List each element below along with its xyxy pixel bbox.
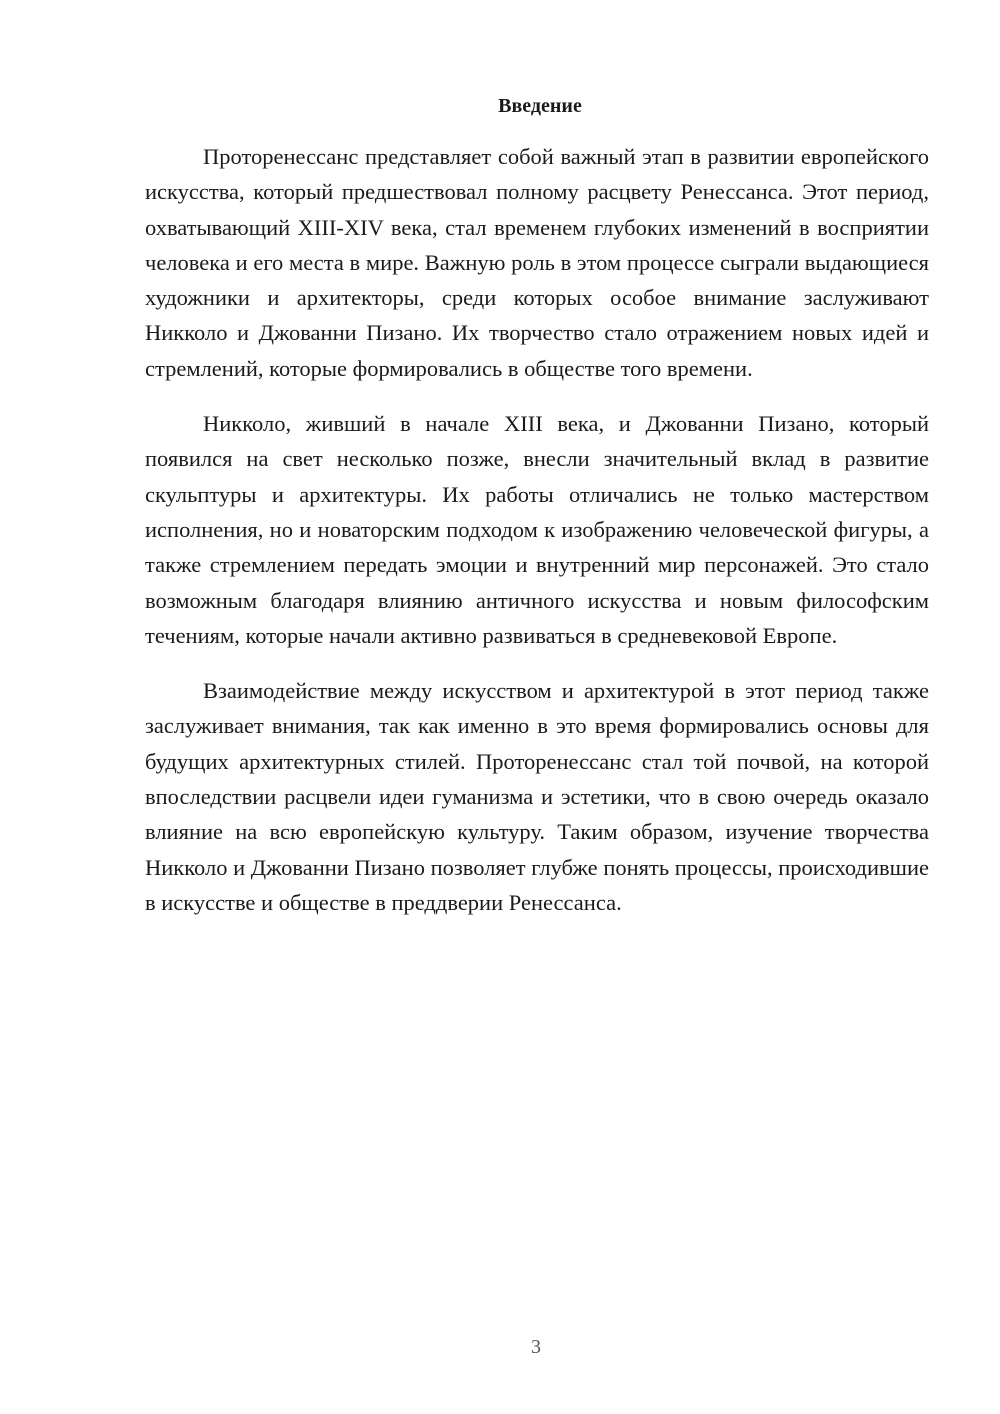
paragraph-interaction: Взаимодействие между искусством и архитектурой в этот период также заслуживает внимания, так как именно в это время формировались основы для будущих архитектурных стилей. Проторенессанс стал той почвой, на которой впоследствии расцвели идеи гуманизма и эстетики, что в свою очередь оказало влияние на всю европейскую культуру. Таким образом, изучение творчества Никколо и Джованни Пизано позволяет глубже понять процессы, происходившие в искусстве и обществе в преддверии Ренессанса. — [145, 678, 929, 915]
paragraph-intro: Проторенессанс представляет собой важный этап в развитии европейского искусства, который предшествовал полному расцвету Ренессанса. Этот период, охватывающий XIII-XIV века, стал временем глубоких изменений в восприятии человека и его места в мире. Важную роль в этом процессе сыграли выдающиеся художники и архитекторы, среди которых особое внимание заслуживают Никколо и Джованни Пизано. Их творчество стало отражением новых идей и стремлений, которые формировались в обществе того времени. — [145, 144, 929, 381]
paragraph-pisano: Никколо, живший в начале XIII века, и Джованни Пизано, который появился на свет несколько позже, внесли значительный вклад в развитие скульптуры и архитектуры. Их работы отличались не только мастерством исполнения, но и новаторским подходом к изображению человеческой фигуры, а также стремлением передать эмоции и внутренний мир персонажей. Это стало возможным благодаря влиянию античного искусства и новым философским течениям, которые начали активно развиваться в средневековой Европе. — [145, 411, 929, 648]
section-heading: Введение — [498, 95, 582, 117]
page-content — [145, 94, 929, 940]
page-number: 3 — [531, 1336, 541, 1358]
